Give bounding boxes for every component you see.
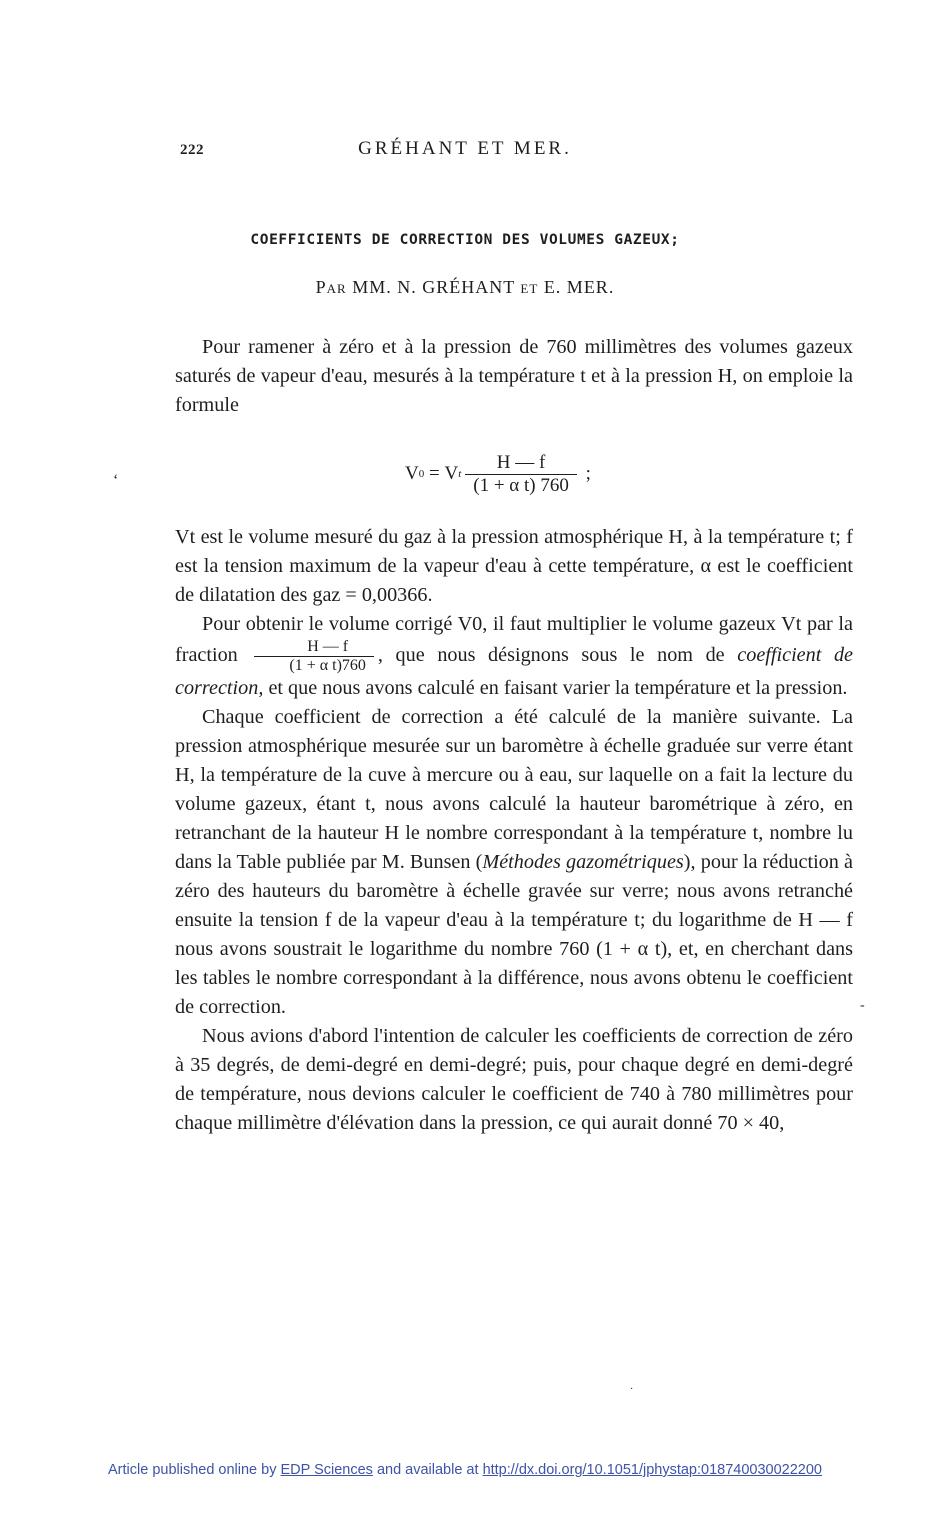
paragraph-intro-block — [175, 333, 853, 420]
doi-link[interactable]: http://dx.doi.org/10.1051/jphystap:018740030022200 — [482, 1462, 822, 1478]
paragraph-definitions: Vt est le volume mesuré du gaz à la pression atmosphérique H, à la température t; f est la tension maximum de la vapeur d'eau à cette température, α est le coefficient de dilatation des gaz = 0,00366. — [175, 526, 853, 606]
margin-mark-right: - — [860, 998, 865, 1013]
paragraph-correction-part3: et que nous avons calculé en faisant varier la température et la pression. — [268, 677, 848, 699]
authors-conjunction: et — [520, 277, 539, 297]
paragraph-method-italic: Méthodes gazométriques — [482, 851, 684, 873]
paragraph-correction-part2: , que nous désignons sous le nom de — [377, 644, 725, 667]
paragraph-method-part2: ), pour la réduction à zéro des hauteurs du baromètre à échelle gravée sur verre; nous avons retranché ensuite la tension f de la vapeur d'eau à la température t; du logarithme de H — f nous avons soustrait le logarithme du nombre 760 (1 + α t), et, en cherchant dans les tables le nombre correspondant à la différence, nous avons obtenu le coefficient de correction. — [175, 851, 853, 1018]
paragraph-intro: Pour ramener à zéro et à la pression de 760 millimètres des volumes gazeux saturés de vapeur d'eau, mesurés à la température t et à la pression H, on emploie la formule — [175, 336, 853, 416]
authors-prefix: Par — [315, 277, 347, 297]
formula-lhs-sub: 0 — [418, 468, 425, 480]
running-title: GRÉHANT ET MER. — [358, 138, 572, 159]
paragraph-correction-part1: Pour obtenir le volume corrigé V0, il faut multiplier le volume gazeux Vt par la fraction — [175, 613, 853, 667]
stray-mark: · — [630, 1384, 634, 1395]
paragraph-method — [175, 703, 853, 1022]
formula-fraction — [465, 453, 577, 496]
formula-end: ; — [580, 463, 591, 484]
paragraph-correction-italic: coefficient de correction, — [175, 644, 853, 699]
formula-rhs-sub: t — [458, 468, 462, 480]
footer-text-1: Article published online by — [108, 1462, 281, 1478]
inline-fraction-numerator: H — f — [307, 638, 349, 655]
inline-fraction-denominator: (1 + α t)760 — [254, 656, 374, 674]
running-header — [0, 138, 930, 168]
paragraph-method-part1: Chaque coefficient de correction a été calculé de la manière suivante. La pression atmosphérique mesurée sur un baromètre à échelle graduée sur verre étant H, la température de la cuve à mercure ou à eau, sur laquelle on a fait la lecture du volume gazeux, étant t, nous avons calculé la hauteur barométrique à zéro, en retranchant de la hauteur H le nombre correspondant à la température t, nombre lu dans la Table publiée par M. Bunsen ( — [175, 706, 853, 873]
edp-sciences-link[interactable]: EDP Sciences — [280, 1462, 373, 1478]
authors-names-1: MM. N. GRÉHANT — [346, 277, 521, 297]
main-formula — [405, 448, 591, 500]
formula-numerator: H — f — [496, 451, 546, 473]
page-number: 222 — [180, 142, 204, 158]
publication-footer — [0, 1462, 930, 1478]
paragraph-plan: Nous avions d'abord l'intention de calculer les coefficients de correction de zéro à 35 degrés, de demi-degré en demi-degré; puis, pour chaque degré en demi-degré de température, nous devions calculer le coefficient de 740 à 780 millimètres pour chaque millimètre d'élévation dans la pression, ce qui aurait donné 70 × 40, — [175, 1025, 853, 1134]
footer-text-2: and available at — [372, 1462, 483, 1478]
article-authors — [0, 277, 930, 298]
formula-denominator: (1 + α t) 760 — [465, 474, 577, 496]
formula-rhs: V — [444, 463, 459, 484]
formula-equals: = — [424, 463, 445, 484]
authors-names-2: E. MER. — [538, 277, 615, 297]
margin-mark-left: ‘ — [113, 472, 119, 489]
formula-lhs: V — [405, 463, 419, 484]
paragraph-correction-factor — [175, 610, 853, 703]
inline-fraction — [254, 639, 374, 674]
main-text-block — [175, 523, 853, 1138]
article-title: COEFFICIENTS DE CORRECTION DES VOLUMES GAZEUX; — [250, 232, 680, 248]
